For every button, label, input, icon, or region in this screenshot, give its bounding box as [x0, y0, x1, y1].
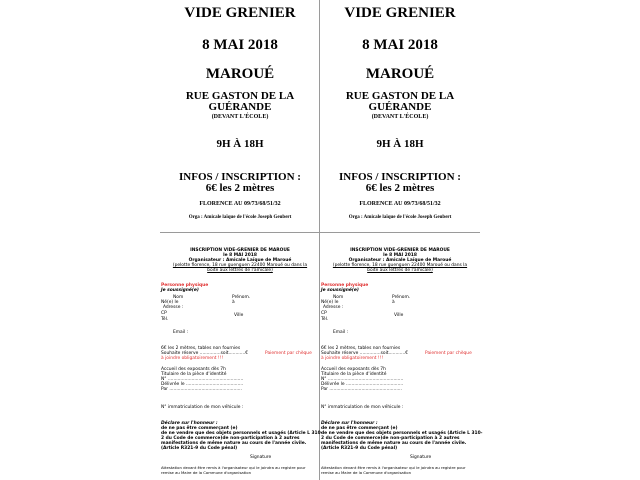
declare: Déclare sur l'honneur : [321, 421, 378, 426]
field-ne-le: Né(e) le [161, 300, 179, 305]
poster-infos [160, 172, 320, 194]
field-cp: CP [321, 311, 327, 316]
poster-city: MAROUÉ [365, 66, 435, 82]
registration-form [160, 233, 323, 480]
payment-note-2: à joindre obligatoirement !!! [321, 356, 384, 361]
field-ville: Ville [394, 313, 404, 318]
id-number: N° ...................................................... [161, 377, 244, 382]
field-prenom: Prénom. [392, 295, 411, 300]
field-adresse: Adresse : [163, 305, 184, 310]
registration-form [320, 233, 483, 480]
poster-street-note: (DEVANT L'ÉCOLE) [371, 114, 429, 120]
payment-note-2: à joindre obligatoirement !!! [161, 356, 224, 361]
tables-info: 6€ les 2 mètres, tables non fournies [321, 346, 401, 351]
poster-hours: 9H À 18H [376, 138, 424, 150]
form-header-line1: INSCRIPTION VIDE-GRENIER DE MAROUE [190, 248, 290, 253]
declare-2: de ne vendre que des objets personnels et usagés (Article L 310- [161, 431, 323, 436]
poster-title: VIDE GRENIER [344, 5, 456, 21]
declare-5: (Article R321-9 du Code pénal) [161, 446, 238, 451]
right-copy [320, 0, 483, 480]
declare-2: de ne vendre que des objets personnels et usagés (Article L 310- [321, 431, 483, 436]
poster [320, 0, 480, 232]
document-sheet [160, 0, 483, 480]
left-copy [160, 0, 323, 480]
id-delivered: Délivrée le ......................................... [321, 382, 404, 387]
id-by: Par .................................................... [321, 387, 402, 392]
payment-note: Paiement par chèque [265, 351, 312, 356]
declare: Déclare sur l'honneur : [161, 421, 218, 426]
poster-street [320, 91, 480, 113]
form-header-line4: (pelotte florence, 18 rue guenguen 22400 Maroué ou dans la [172, 263, 308, 268]
undersigned: Je soussigné(e) [161, 288, 199, 293]
field-ne-le: Né(e) le [321, 300, 339, 305]
id-by: Par .................................................... [161, 387, 242, 392]
footer-line2: remise au Maire de la Commune d'organisation [321, 470, 412, 475]
declare-4: manifestations de même nature au cours de l'année civile. [161, 441, 307, 446]
field-email: Email : [173, 330, 189, 335]
poster-city: MAROUÉ [205, 66, 275, 82]
form-header-line5: boite aux lettres de l'amicale) [207, 268, 273, 273]
footer-line2: remise au Maire de la Commune d'organisation [161, 470, 252, 475]
poster-orga: Orga : Amicale laïque de l'école Joseph Geubert [348, 215, 452, 220]
poster-infos-line1: INFOS / INSCRIPTION : [339, 171, 461, 183]
section-person: Personne physique [321, 283, 369, 288]
form-header-line2: le 8 MAI 2018 [383, 253, 417, 258]
field-cp: CP [161, 311, 167, 316]
field-prenom: Prénom. [232, 295, 251, 300]
signature: Signature [410, 455, 432, 460]
payment-note: Paiement par chèque [425, 351, 472, 356]
poster-street-line2: GUÉRANDE [208, 101, 272, 113]
form-header-line3: Organisateur : Amicale Laïque de Maroué [188, 258, 292, 263]
field-a: à [232, 300, 235, 305]
accueil: Accueil des exposants dès 7h [161, 367, 226, 372]
field-adresse: Adresse : [323, 305, 344, 310]
form-header-line3: Organisateur : Amicale Laïque de Maroué [348, 258, 452, 263]
declare-1: de ne pas être commerçant (e) [161, 426, 238, 431]
titulaire: Titulaire de la pièce d'identité [321, 372, 387, 377]
reserve-line: Souhaite réserve ...............soit............€ [161, 351, 249, 356]
footer-line1: Attestation devant être remis à l'organisateur qui le joindra au registre pour [321, 465, 466, 470]
field-nom: Nom [173, 295, 184, 300]
vehicle-registration: N° immatriculation de mon véhicule : [161, 405, 244, 410]
poster-street-note: (DEVANT L'ÉCOLE) [211, 114, 269, 120]
poster-date: 8 MAI 2018 [202, 37, 278, 53]
signature: Signature [250, 455, 272, 460]
section-person: Personne physique [161, 283, 209, 288]
titulaire: Titulaire de la pièce d'identité [161, 372, 227, 377]
declare-4: manifestations de même nature au cours de l'année civile. [321, 441, 467, 446]
field-a: à [392, 300, 395, 305]
id-number: N° ...................................................... [321, 377, 404, 382]
field-tel: Tél. [321, 317, 329, 322]
declare-3: 2 du Code de commerce)de non-participation à 2 autres [321, 436, 460, 441]
declare-3: 2 du Code de commerce)de non-participation à 2 autres [161, 436, 300, 441]
id-delivered: Délivrée le ......................................... [161, 382, 244, 387]
undersigned: Je soussigné(e) [321, 288, 359, 293]
poster [160, 0, 320, 232]
poster-street-line1: RUE GASTON DE LA [185, 90, 295, 102]
field-nom: Nom [333, 295, 344, 300]
poster-infos-line2: 6€ les 2 mètres [365, 182, 435, 194]
form-header-line1: INSCRIPTION VIDE-GRENIER DE MAROUE [350, 248, 450, 253]
reserve-line: Souhaite réserve ...............soit............€ [321, 351, 409, 356]
declare-1: de ne pas être commerçant (e) [321, 426, 398, 431]
declare-5: (Article R321-9 du Code pénal) [321, 446, 398, 451]
form-header-line5: boite aux lettres de l'amicale) [367, 268, 433, 273]
field-email: Email : [333, 330, 349, 335]
poster-infos-line1: INFOS / INSCRIPTION : [179, 171, 301, 183]
accueil: Accueil des exposants dès 7h [321, 367, 386, 372]
poster-infos [320, 172, 480, 194]
form-header-line4: (pelotte florence, 18 rue guenguen 22400 Maroué ou dans la [332, 263, 468, 268]
footer-line1: Attestation devant être remis à l'organisateur qui le joindra au registre pour [161, 465, 306, 470]
poster-orga: Orga : Amicale laïque de l'école Joseph Geubert [188, 215, 292, 220]
poster-hours: 9H À 18H [216, 138, 264, 150]
poster-street-line1: RUE GASTON DE LA [345, 90, 455, 102]
poster-infos-line2: 6€ les 2 mètres [205, 182, 275, 194]
poster-street-line2: GUÉRANDE [368, 101, 432, 113]
poster-title: VIDE GRENIER [184, 5, 296, 21]
tables-info: 6€ les 2 mètres, tables non fournies [161, 346, 241, 351]
vehicle-registration: N° immatriculation de mon véhicule : [321, 405, 404, 410]
poster-phone: FLORENCE AU 09/73/68/51/32 [199, 201, 281, 207]
field-ville: Ville [234, 313, 244, 318]
poster-street [160, 91, 320, 113]
field-tel: Tél. [161, 317, 169, 322]
poster-date: 8 MAI 2018 [362, 37, 438, 53]
poster-phone: FLORENCE AU 09/73/68/51/32 [359, 201, 441, 207]
form-header-line2: le 8 MAI 2018 [223, 253, 257, 258]
